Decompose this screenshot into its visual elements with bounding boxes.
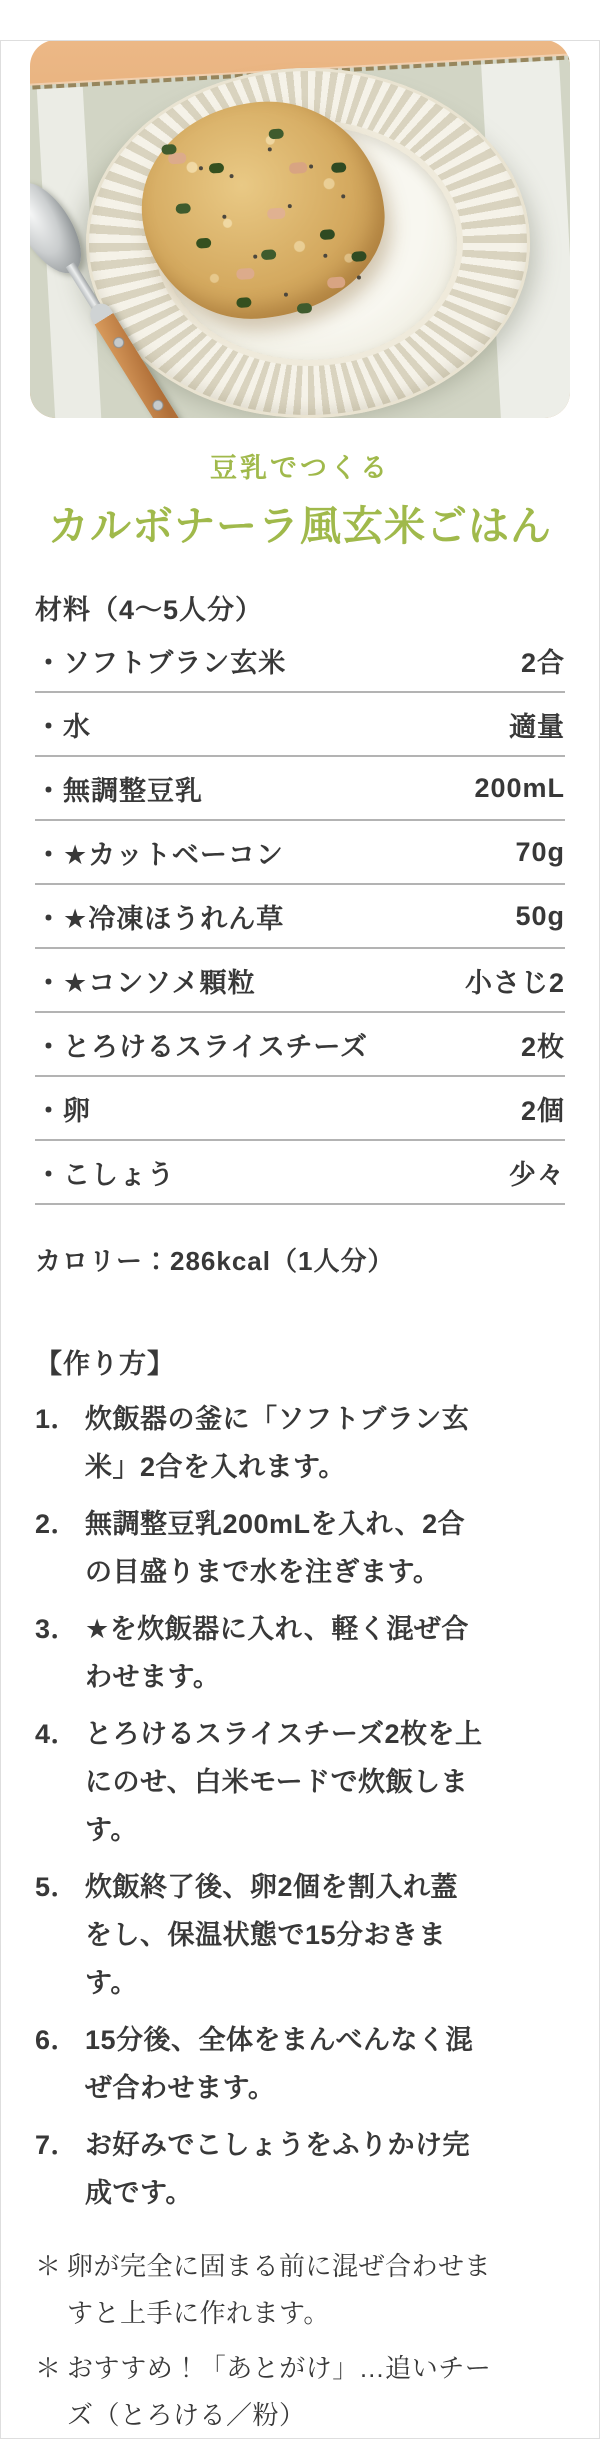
ingredient-name: ・水 <box>35 711 91 742</box>
ingredient-amount: 200mL <box>474 772 565 803</box>
step-text: 炊飯終了後、卵2個を割入れ蓋をし、保温状態で15分おきます。 <box>85 1872 459 1998</box>
note-item <box>35 2243 565 2337</box>
ingredient-name: ・★コンソメ顆粒 <box>35 967 256 998</box>
ingredient-name: ・無調整豆乳 <box>35 775 203 806</box>
step-number: 3． <box>35 1614 79 1644</box>
ingredient-name: ・★カットベーコン <box>35 839 284 870</box>
ingredient-row <box>35 885 565 949</box>
calorie-text: カロリー：286kcal（1人分） <box>35 1246 395 1276</box>
note-item <box>35 2345 565 2439</box>
ingredient-name: ・ソフトブラン玄米 <box>35 647 287 678</box>
note-marker: ＊ <box>35 2353 62 2383</box>
step-text: とろけるスライスチーズ2枚を上にのせ、白米モードで炊飯します。 <box>85 1719 483 1845</box>
ingredient-name: ・とろけるスライスチーズ <box>35 1031 369 1062</box>
recipe-page <box>0 40 600 2439</box>
step-number: 6． <box>35 2025 79 2055</box>
instruction-step <box>35 1605 565 1701</box>
spinach-flecks <box>161 144 177 155</box>
step-number: 5． <box>35 1872 79 1902</box>
ingredient-name: ・卵 <box>35 1095 91 1126</box>
note-text: 卵が完全に固まる前に混ぜ合わせますと上手に作れます。 <box>67 2251 492 2328</box>
ingredient-amount: 2合 <box>520 647 565 678</box>
ingredient-amount: 小さじ2 <box>464 967 565 998</box>
note-text: おすすめ！「あとがけ」…追いチーズ（とろける／粉） <box>67 2353 492 2430</box>
ingredient-amount: 適量 <box>509 711 565 742</box>
step-text: ★を炊飯器に入れ、軽く混ぜ合わせます。 <box>85 1614 469 1692</box>
ingredient-row <box>35 693 565 757</box>
recipe-content <box>0 588 600 2439</box>
ingredients-heading: 材料（4～5人分） <box>35 595 264 625</box>
ingredient-amount: 少々 <box>509 1159 565 1190</box>
step-text: 15分後、全体をまんべんなく混ぜ合わせます。 <box>85 2025 473 2103</box>
instruction-step <box>35 1395 565 1491</box>
instruction-step <box>35 2016 565 2112</box>
ingredient-row <box>35 757 565 821</box>
instruction-step <box>35 1863 565 2007</box>
ingredient-row <box>35 1013 565 1077</box>
step-text: 無調整豆乳200mLを入れ、2合の目盛りまで水を注ぎます。 <box>85 1509 466 1587</box>
instruction-step <box>35 1710 565 1854</box>
step-number: 4． <box>35 1719 79 1749</box>
instruction-step <box>35 1500 565 1596</box>
step-text: お好みでこしょうをふりかけ完成です。 <box>85 2130 470 2208</box>
ingredient-row <box>35 1141 565 1205</box>
recipe-title: カルボナーラ風玄米ごはん <box>48 503 552 549</box>
ingredient-amount: 2個 <box>520 1095 565 1126</box>
step-number: 2． <box>35 1509 79 1539</box>
note-marker: ＊ <box>35 2251 62 2281</box>
ingredient-row <box>35 629 565 693</box>
step-number: 1． <box>35 1404 79 1434</box>
step-number: 7． <box>35 2130 79 2160</box>
ingredient-row <box>35 821 565 885</box>
ingredient-row <box>35 1077 565 1141</box>
notes-list <box>35 2243 565 2439</box>
instruction-step <box>35 2121 565 2217</box>
ingredients-table <box>35 629 565 1205</box>
ingredient-row <box>35 949 565 1013</box>
ingredient-name: ・こしょう <box>35 1159 175 1190</box>
step-text: 炊飯器の釜に「ソフトブラン玄米」2合を入れます。 <box>85 1404 470 1482</box>
ingredient-name: ・★冷凍ほうれん草 <box>35 903 285 934</box>
recipe-photo <box>30 40 570 418</box>
ingredient-amount: 50g <box>515 900 565 931</box>
instructions-heading: 【作り方】 <box>35 1349 175 1379</box>
ingredient-amount: 2枚 <box>520 1031 565 1062</box>
instructions-list <box>35 1395 565 2217</box>
ingredient-amount: 70g <box>515 836 565 867</box>
recipe-subtitle: 豆乳でつくる <box>210 453 390 483</box>
